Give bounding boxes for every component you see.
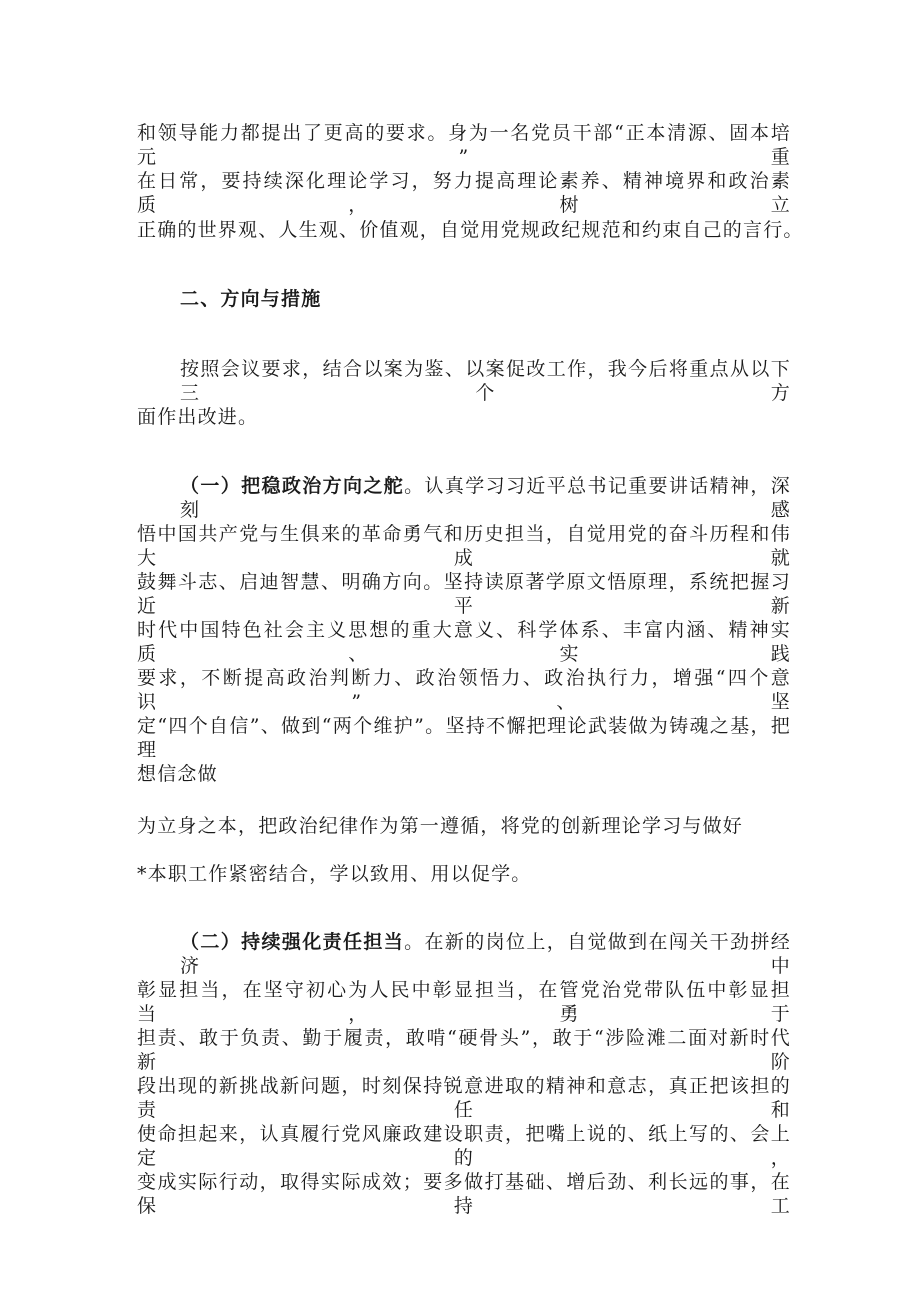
meeting-line-2: 面作出改进。 (137, 406, 259, 428)
item2-title: （二）持续强化责任担当 (180, 931, 405, 953)
item2-line-5: 使命担起来，认真履行党风廉政建设职责，把嘴上说的、纸上写的、会上定的， (137, 1123, 791, 1169)
meeting-line-1: 按照会议要求，结合以案为鉴、以案促改工作，我今后将重点从以下三个方 (180, 358, 791, 404)
item1-line-3: 鼓舞斗志、启迪智慧、明确方向。坚持读原著学原文悟原理，系统把握习近平新 (137, 571, 791, 617)
item2-line-6: 变成实际行动，取得实际成效；要多做打基础、增后劲、利长远的事，在保持工 (137, 1171, 791, 1217)
intro-line-1: 和领导能力都提出了更高的要求。身为一名党员干部“正本清源、固本培元”重 (137, 122, 791, 168)
item1-line-4: 时代中国特色社会主义思想的重大意义、科学体系、丰富内涵、精神实质、实践 (137, 619, 791, 665)
intro-line-2: 在日常，要持续深化理论学习，努力提高理论素养、精神境界和政治素质，树立 (137, 170, 791, 216)
item1-title: （一）把稳政治方向之舵 (180, 475, 405, 497)
intro-line-3: 正确的世界观、人生观、价值观，自觉用党规政纪规范和约束自己的言行。 (137, 219, 804, 241)
section-heading: 二、方向与措施 (180, 288, 322, 310)
item1-line-7: 想信念做 (137, 763, 218, 785)
item2-line-4: 段出现的新挑战新问题，时刻保持锐意进取的精神和意志，真正把该担的责任和 (137, 1075, 791, 1121)
item1-line-6: 定“四个自信”、做到“两个维护”。坚持不懈把理论武装做为铸魂之基，把理 (137, 715, 791, 761)
item1-line-8: 为立身之本，把政治纪律作为第一遵循，将党的创新理论学习与做好 (137, 815, 744, 837)
item1-first-line (180, 474, 791, 521)
item2-first-line (180, 930, 791, 977)
item2-line-3: 担责、敢于负责、勤于履责，敢啃“硬骨头”，敢于“涉险滩二面对新时代新阶 (137, 1027, 791, 1073)
item2-first-line-rest: 。在新的岗位上，自觉做到在闯关干劲拼经济中 (180, 931, 791, 977)
item1-first-line-rest: 。认真学习习近平总书记重要讲话精神，深刻感 (180, 475, 791, 521)
item1-line-9: *本职工作紧密结合，学以致用、用以促学。 (137, 863, 532, 885)
item1-line-5: 要求，不断提高政治判断力、政治领悟力、政治执行力，增强“四个意识”、坚 (137, 667, 791, 713)
item1-line-2: 悟中国共产党与生俱来的革命勇气和历史担当，自觉用党的奋斗历程和伟大成就 (137, 523, 791, 569)
item2-line-2: 彰显担当，在坚守初心为人民中彰显担当，在管党治党带队伍中彰显担当，勇于 (137, 979, 791, 1025)
